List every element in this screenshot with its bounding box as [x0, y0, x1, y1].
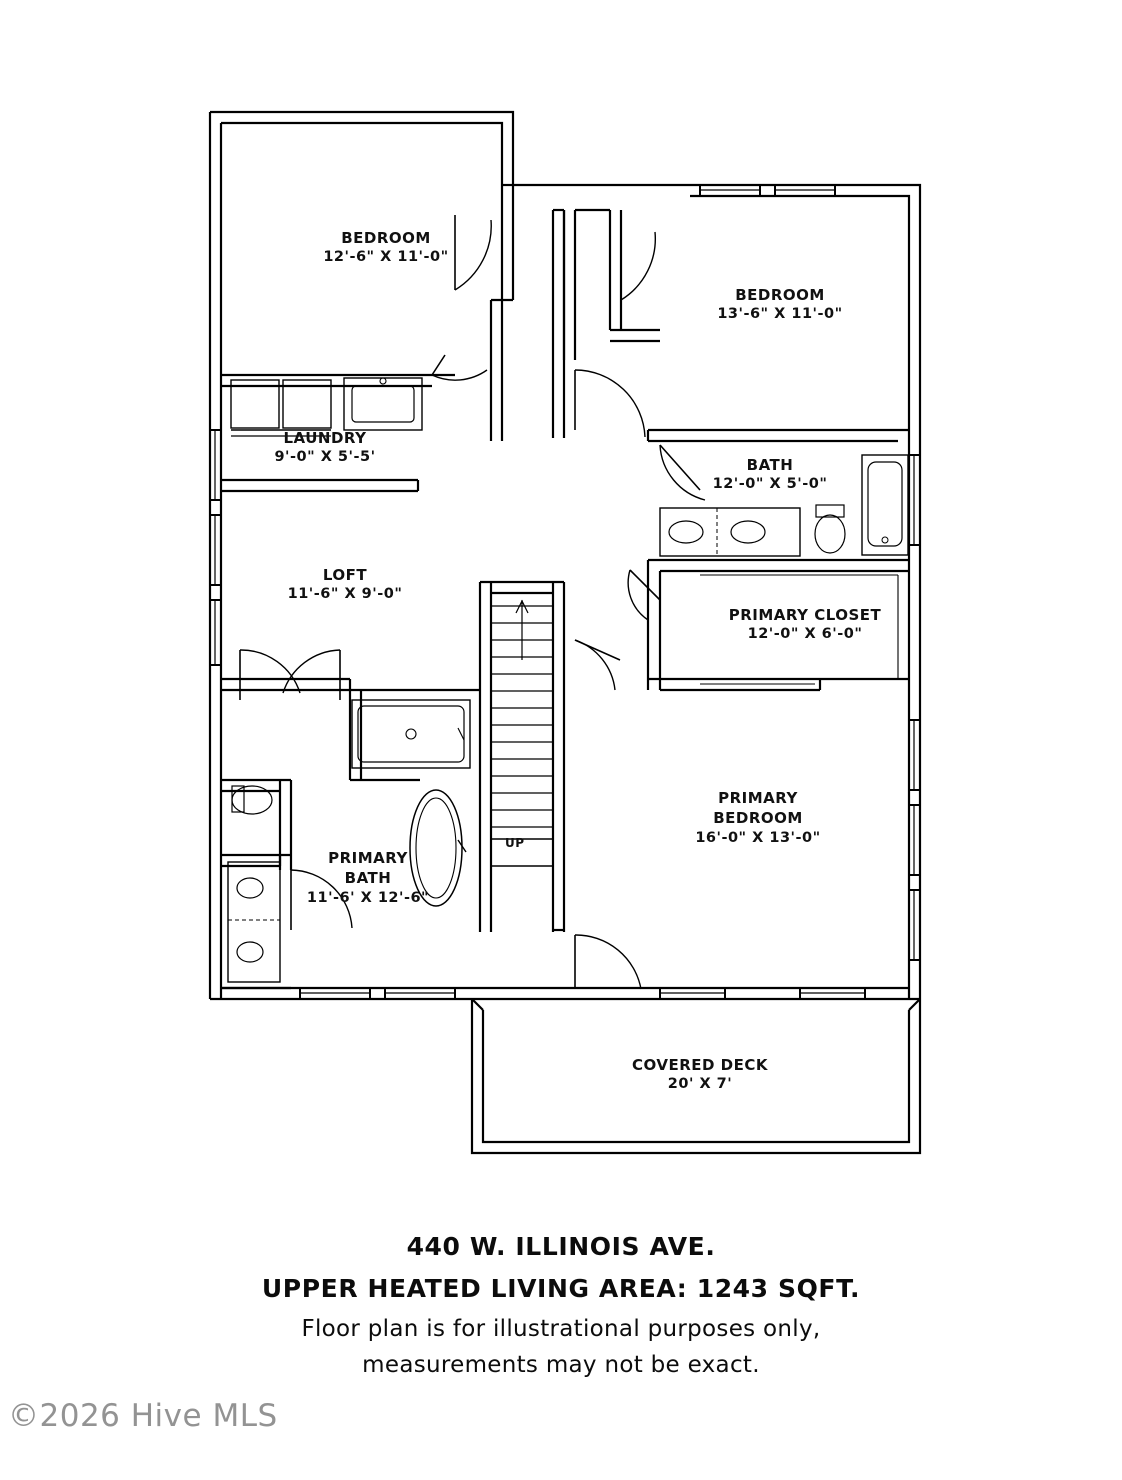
room-name: BEDROOM: [735, 286, 825, 304]
room-name: PRIMARY CLOSET: [728, 606, 882, 624]
watermark: ©2026 Hive MLS: [8, 1398, 278, 1434]
page-subtitle: UPPER HEATED LIVING AREA: 1243 SQFT.: [261, 1274, 861, 1303]
room-name: BATH: [746, 456, 794, 474]
room-name: LAUNDRY: [283, 429, 367, 447]
room-name-line2: BEDROOM: [713, 809, 803, 828]
room-dims: 11'-6' X 12'-6": [306, 889, 430, 906]
disclaimer-line-1: Floor plan is for illustrational purposes only,: [301, 1316, 821, 1342]
room-dims: 12'-0" X 5'-0": [712, 476, 828, 493]
room-name: COVERED DECK: [631, 1056, 768, 1074]
room-dims: 13'-6" X 11'-0": [717, 306, 843, 323]
room-name: LOFT: [322, 566, 368, 584]
plan-caption: [0, 1232, 1122, 1378]
room-dims: 9'-0" X 5'-5': [274, 449, 376, 466]
room-name-line1: PRIMARY: [328, 849, 408, 867]
room-dims: 16'-0" X 13'-0": [695, 829, 821, 846]
room-name-line2: BATH: [344, 869, 392, 888]
stair-direction-label: UP: [505, 836, 525, 850]
room-name: BEDROOM: [341, 229, 431, 247]
room-name-line1: PRIMARY: [718, 789, 798, 807]
room-dims: 12'-6" X 11'-0": [323, 249, 449, 266]
page-title: 440 W. ILLINOIS AVE.: [406, 1232, 716, 1261]
room-dims: 11'-6" X 9'-0": [287, 586, 403, 603]
disclaimer-line-2: measurements may not be exact.: [362, 1352, 760, 1378]
room-dims: 20' X 7': [667, 1076, 733, 1093]
room-dims: 12'-0" X 6'-0": [747, 626, 863, 643]
